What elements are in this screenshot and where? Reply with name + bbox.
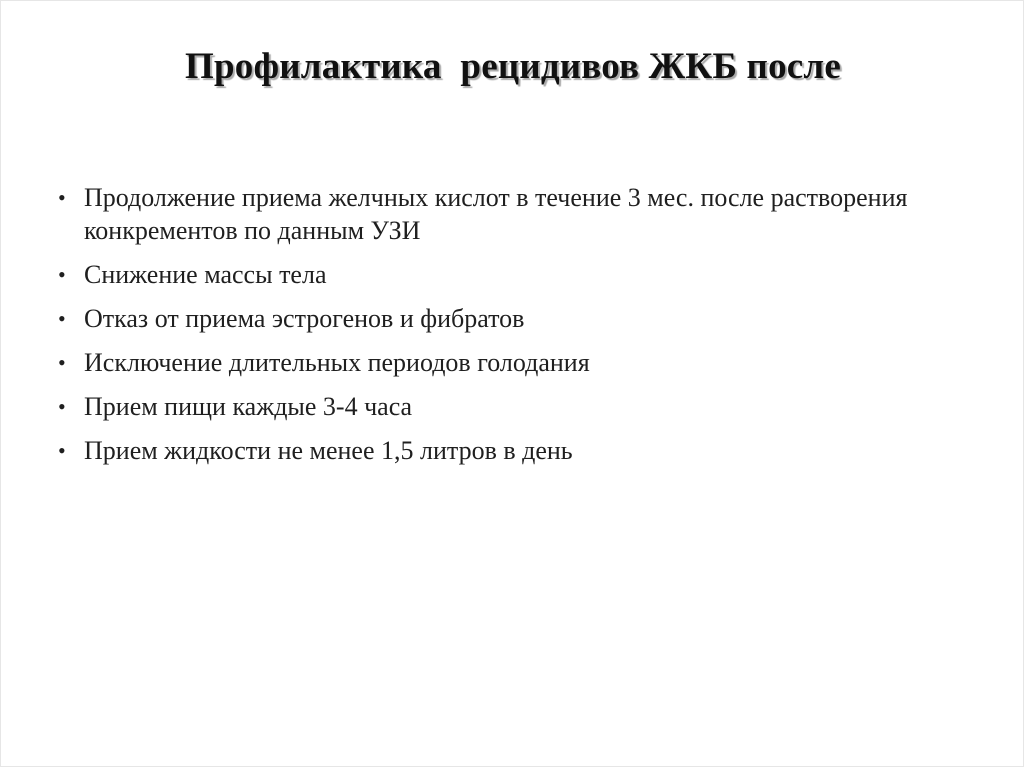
bullet-text: Исключение длительных периодов голодания: [84, 348, 590, 377]
bullet-text: Прием жидкости не менее 1,5 литров в день: [84, 436, 573, 465]
bullet-text: Снижение массы тела: [84, 260, 327, 289]
bullet-text: Прием пищи каждые 3-4 часа: [84, 392, 413, 421]
bullet-item: [58, 434, 938, 467]
bullet-dot-icon: •: [58, 350, 66, 375]
bullet-dot-icon: •: [58, 438, 66, 463]
bullet-dot-icon: •: [58, 394, 66, 419]
bullet-dot-icon: •: [58, 185, 66, 210]
bullet-text: Отказ от приема эстрогенов и фибратов: [84, 304, 525, 333]
bullet-item: [58, 346, 938, 379]
bullet-item: [58, 181, 938, 247]
bullet-dot-icon: •: [58, 306, 66, 331]
slide-title: Профилактика рецидивов ЖКБ после: [185, 46, 841, 87]
bullet-text: Продолжение приема желчных кислот в течение 3 мес. после растворения конкрементов по данным УЗИ: [84, 183, 908, 245]
bullet-item: [58, 258, 938, 291]
bullet-item: [58, 302, 938, 335]
bullet-list: [58, 181, 938, 478]
bullet-dot-icon: •: [58, 262, 66, 287]
bullet-item: [58, 390, 938, 423]
